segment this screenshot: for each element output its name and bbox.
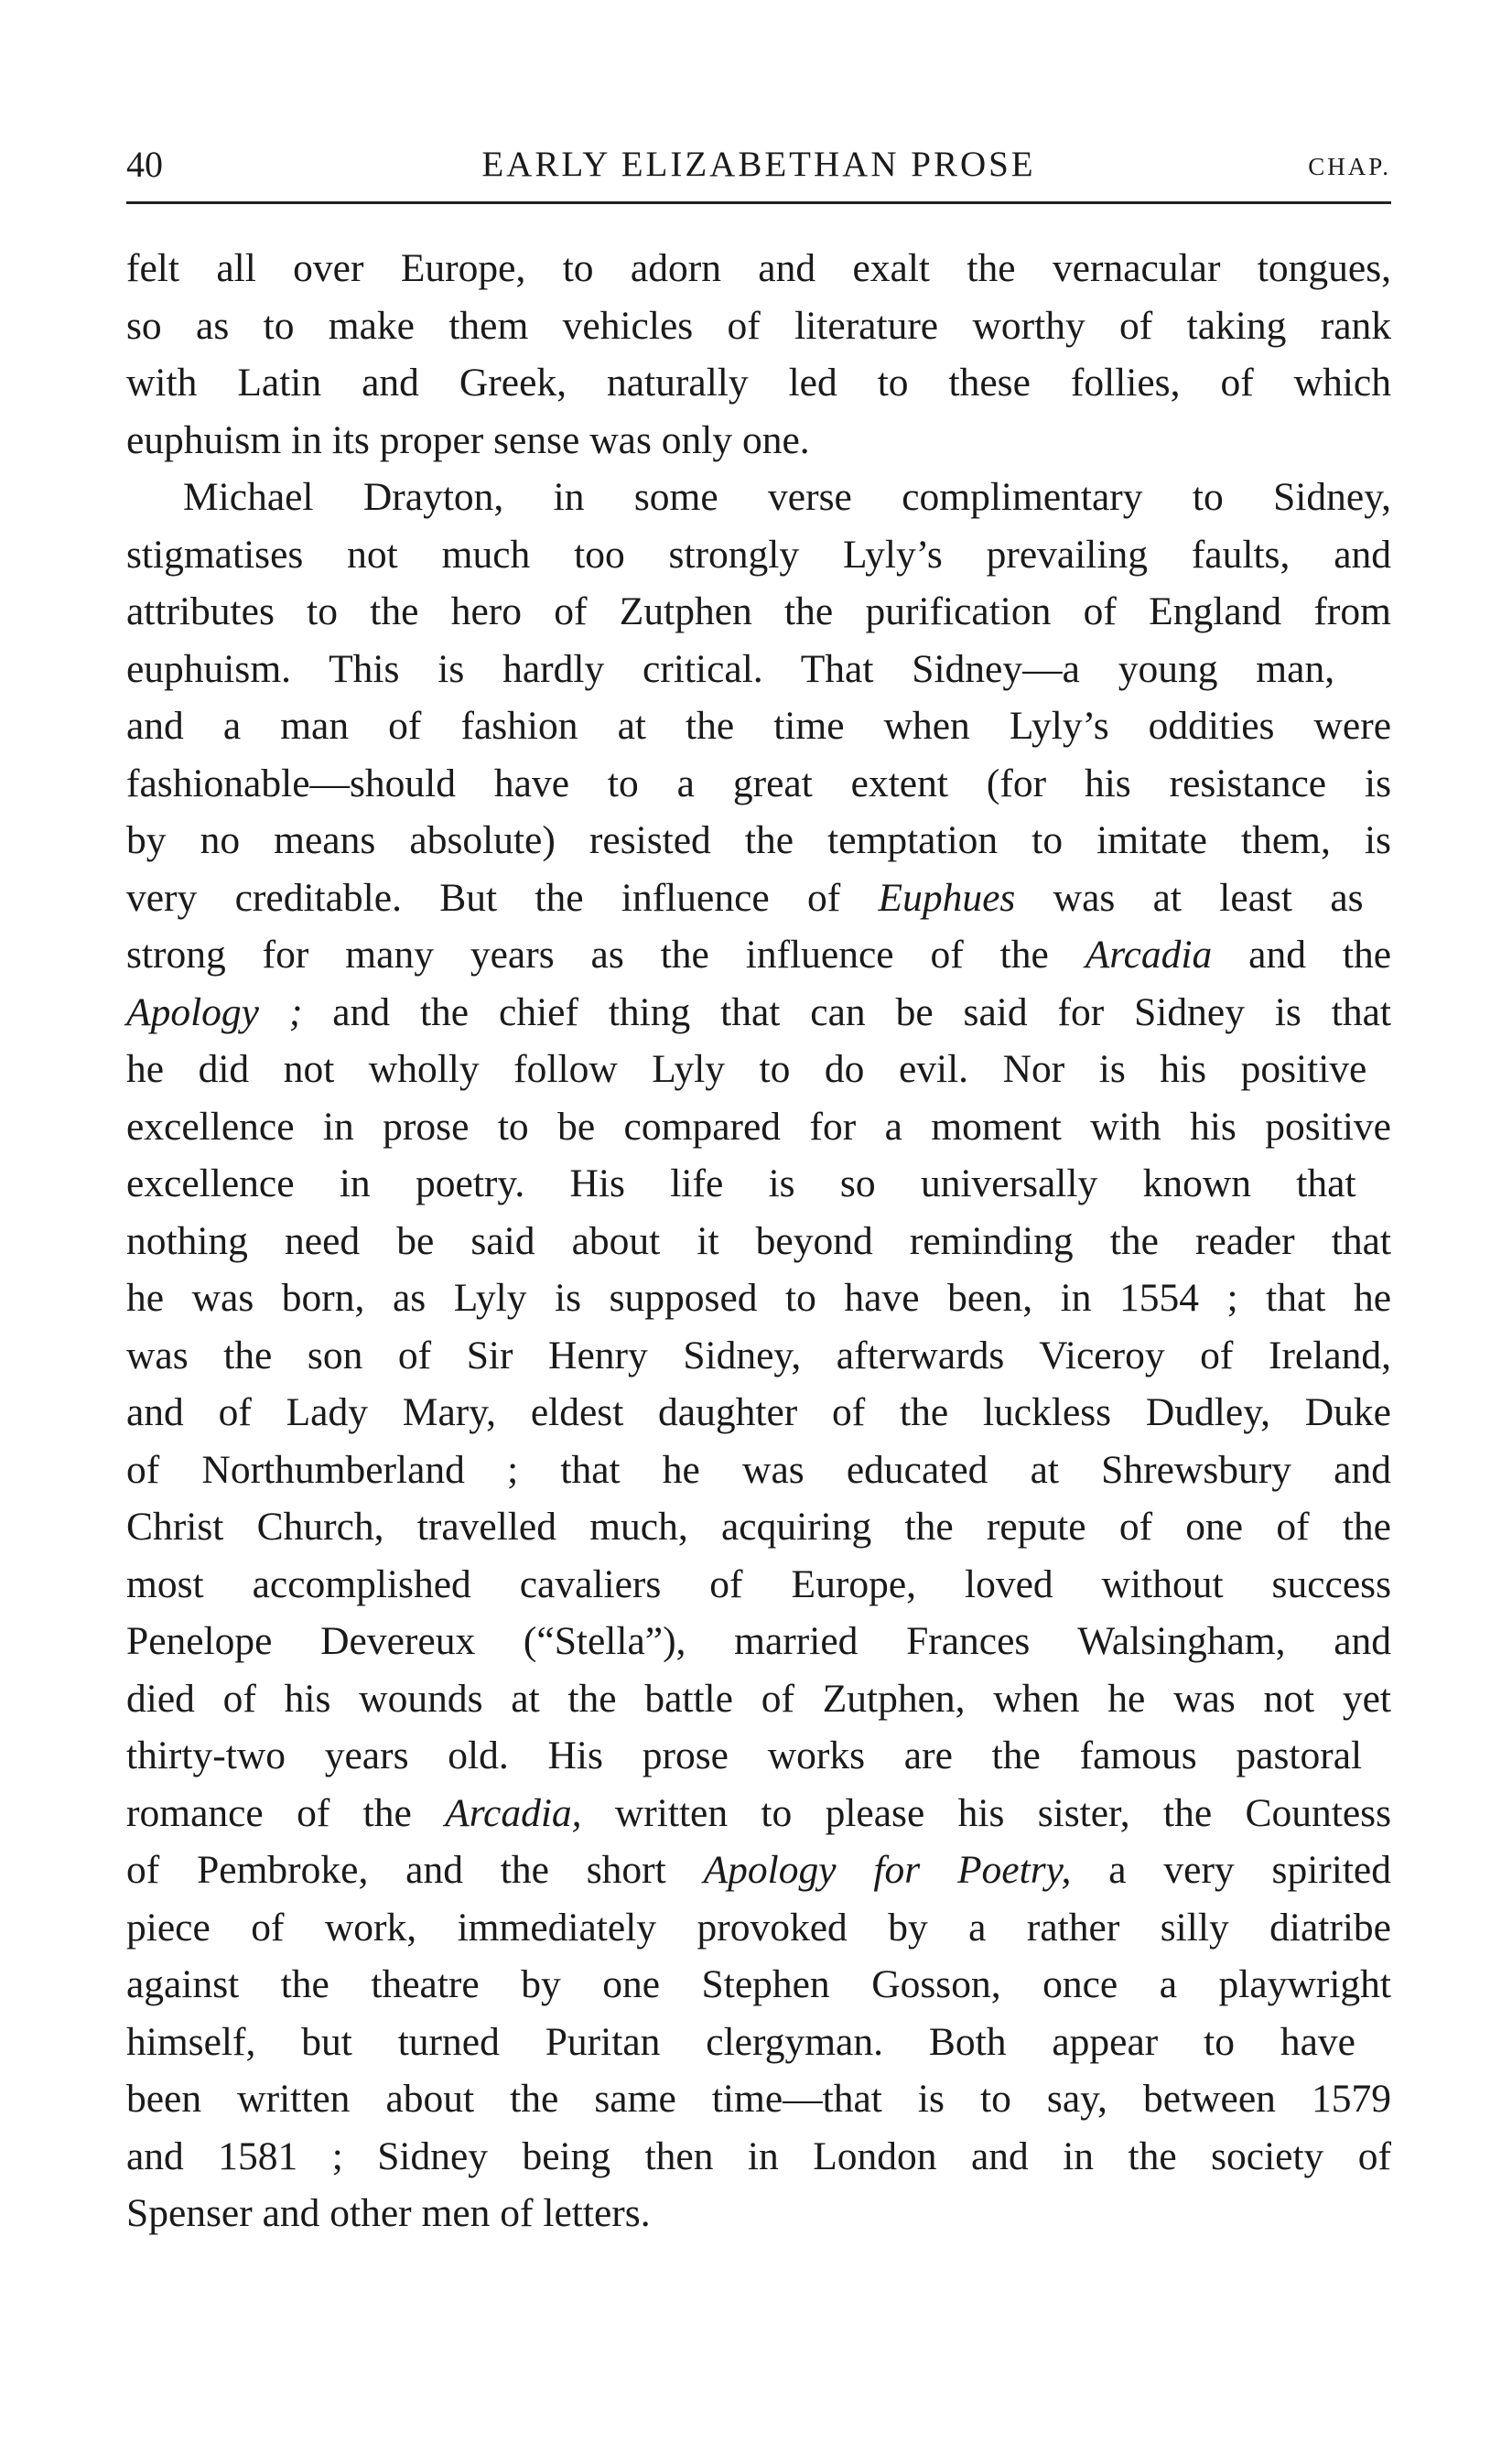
text-segment: Christ Church, travelled much, acquiring the repute of one of the [126,1505,1391,1549]
text-segment: himself, but turned Puritan clergyman. Both appear to have [126,2019,1355,2064]
text-segment: and of Lady Mary, eldest daughter of the luckless Dudley, Duke [126,1390,1391,1434]
text-line [126,412,1391,470]
text-line [126,1041,1391,1098]
text-line [126,526,1391,584]
page-number: 40 [126,144,163,185]
text-line [126,984,1391,1042]
text-line [126,1498,1391,1556]
text-segment: Michael Drayton, in some verse complimentary to Sidney, [183,475,1391,519]
text-line [126,354,1391,412]
text-line [126,1956,1391,2014]
text-segment: felt all over Europe, to adorn and exalt the vernacular tongues, [126,246,1391,290]
text-segment: written to please his sister, the Countess [581,1790,1392,1835]
text-segment: romance of the [126,1790,446,1835]
running-head [126,137,1391,192]
text-line [126,469,1391,526]
text-line [126,812,1391,870]
text-segment: and a man of fashion at the time when Lyly’s oddities were [126,704,1391,748]
text-line [126,1556,1391,1614]
text-segment: a very spirited [1071,1848,1391,1892]
text-line [126,1613,1391,1670]
text-segment: by no means absolute) resisted the temptation to imitate them, is [126,818,1391,862]
italic-title: Apology for Poetry, [703,1848,1072,1892]
text-segment: very creditable. But the influence of [126,875,879,920]
text-segment: nothing need be said about it beyond reminding the reader that [126,1218,1391,1263]
text-segment: so as to make them vehicles of literature worthy of taking rank [126,303,1391,348]
text-segment: stigmatises not much too strongly Lyly’s prevailing faults, and [126,532,1391,577]
text-segment: Penelope Devereux (“Stella”), married Frances Walsingham, and [126,1619,1391,1663]
text-segment: attributes to the hero of Zutphen the purification of England from [126,589,1391,633]
text-segment: and the chief thing that can be said for Sidney is that [302,989,1391,1034]
text-line [126,870,1391,927]
text-segment: was at least as [1015,875,1364,920]
text-segment: excellence in poetry. His life is so universally known that [126,1161,1356,1205]
text-segment: of Pembroke, and the short [126,1848,704,1892]
text-line [126,2070,1391,2128]
text-segment: and 1581 ; Sidney being then in London and in the society of [126,2134,1391,2178]
text-line [126,1727,1391,1785]
text-line [126,1384,1391,1442]
text-segment: was the son of Sir Henry Sidney, afterwards Viceroy of Ireland, [126,1333,1391,1377]
text-segment: euphuism. This is hardly critical. That Sidney—a young man, [126,646,1335,691]
text-segment: been written about the same time—that is to say, between 1579 [126,2077,1391,2121]
text-line [126,583,1391,641]
text-line [126,1155,1391,1213]
chapter-abbrev: CHAP. [1308,153,1391,180]
text-line [126,641,1391,698]
text-segment: with Latin and Greek, naturally led to these follies, of which [126,361,1391,405]
text-line [126,2014,1391,2071]
text-line [126,1442,1391,1499]
text-segment: most accomplished cavaliers of Europe, loved without success [126,1561,1391,1606]
italic-title: Arcadia [1085,933,1213,977]
text-line [126,1213,1391,1270]
text-line [126,1785,1391,1842]
text-segment: he did not wholly follow Lyly to do evil. Nor is his positive [126,1047,1367,1091]
text-line [126,1269,1391,1327]
text-line [126,240,1391,297]
text-line [126,2185,1391,2242]
text-segment: and the [1212,933,1392,977]
body-text [126,240,1391,2242]
italic-title: Apology ; [126,989,303,1034]
header-rule [126,201,1391,204]
text-segment: piece of work, immediately provoked by a rather silly diatribe [126,1905,1391,1950]
text-line [126,697,1391,755]
text-segment: strong for many years as the influence of the [126,933,1085,977]
italic-title: Euphues [878,875,1016,920]
text-segment: Spenser and other men of letters. [126,2191,651,2235]
text-line [126,1842,1391,1899]
text-line [126,926,1391,984]
text-segment: euphuism in its proper sense was only one. [126,417,810,462]
text-line [126,2128,1391,2186]
italic-title: Arcadia, [445,1790,582,1835]
text-segment: against the theatre by one Stephen Gosson, once a playwright [126,1962,1391,2006]
text-segment: of Northumberland ; that he was educated at Shrewsbury and [126,1447,1391,1492]
text-segment: died of his wounds at the battle of Zutphen, when he was not yet [126,1676,1391,1721]
text-line [126,755,1391,813]
text-segment: he was born, as Lyly is supposed to have been, in 1554 ; that he [126,1276,1391,1320]
running-title: EARLY ELIZABETHAN PROSE [481,145,1036,184]
text-segment: excellence in prose to be compared for a moment with his positive [126,1104,1391,1149]
text-segment: thirty-two years old. His prose works are the famous pastoral [126,1734,1363,1777]
text-line [126,297,1391,355]
text-line [126,1327,1391,1385]
text-line [126,1670,1391,1728]
text-line [126,1899,1391,1957]
text-line [126,1098,1391,1156]
text-segment: fashionable—should have to a great extent (for his resistance is [126,761,1391,805]
